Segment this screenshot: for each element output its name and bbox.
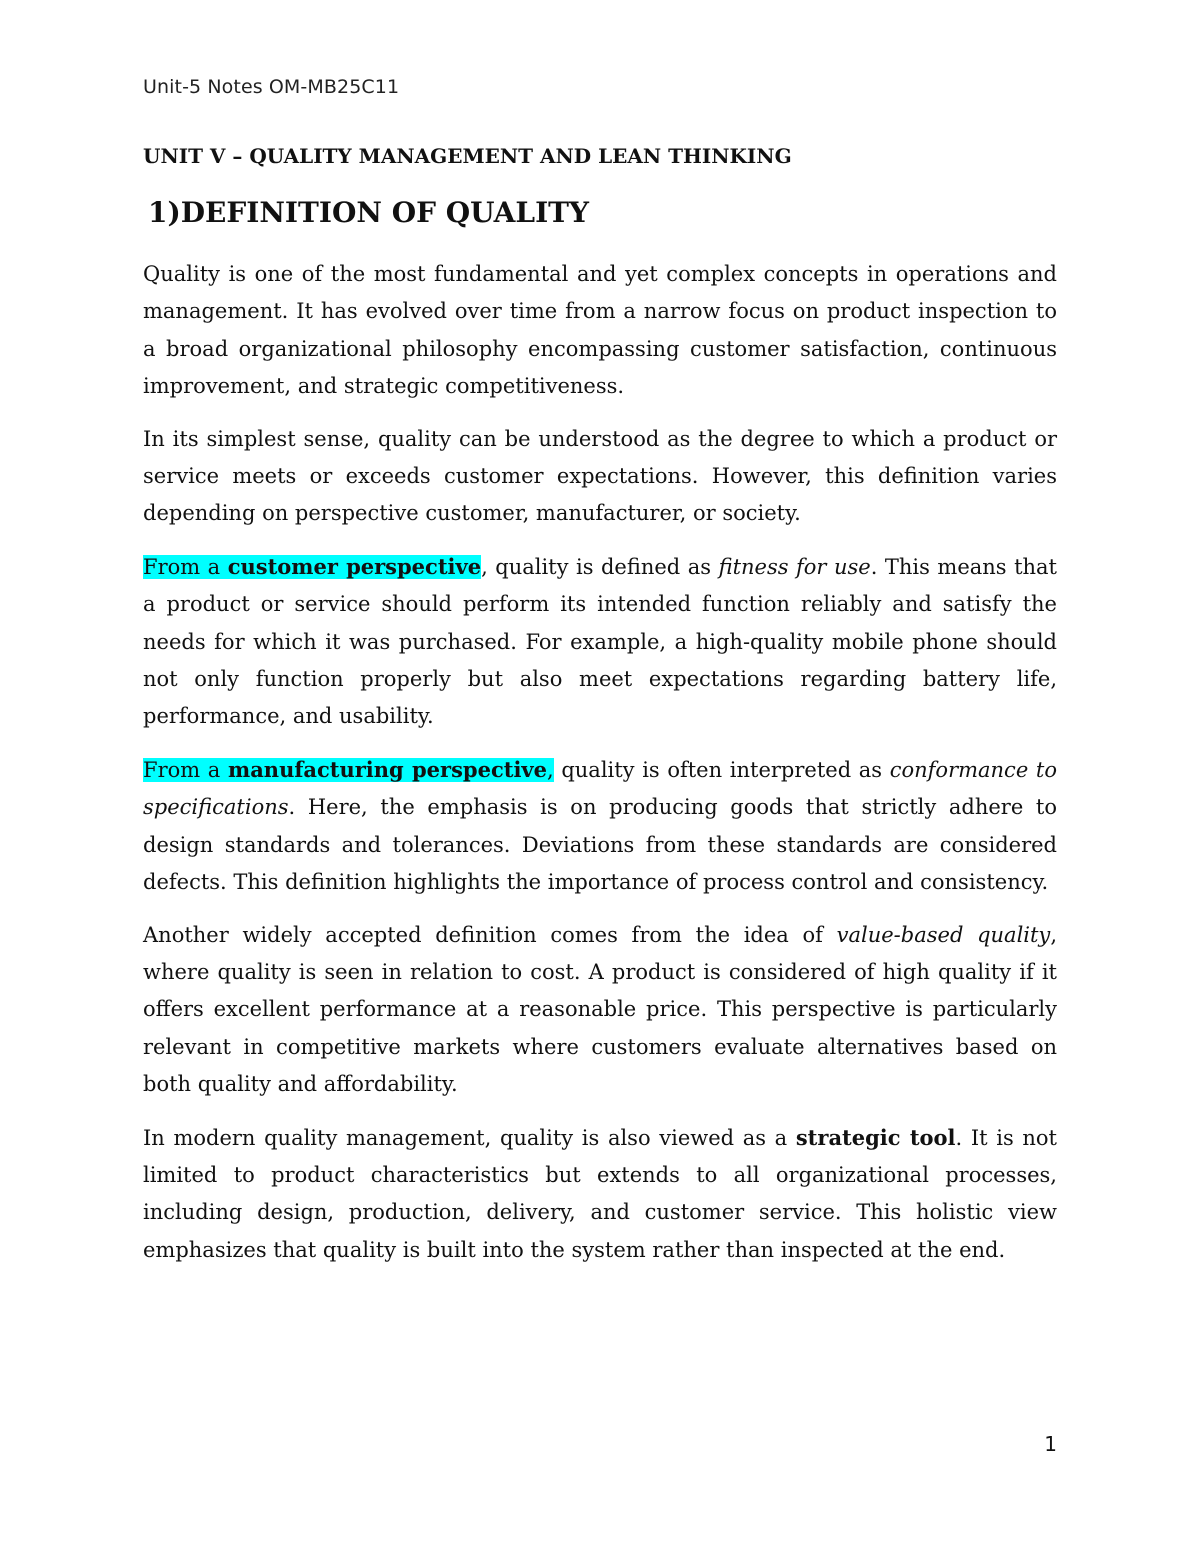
body-text	[143, 256, 1057, 1284]
paragraph-customer-perspective	[143, 548, 1057, 736]
paragraph-text: Another widely accepted definition comes from the idea of	[143, 922, 837, 947]
page-number: 1	[1044, 1432, 1057, 1456]
highlight-customer-perspective	[143, 555, 481, 579]
section-heading	[148, 196, 589, 229]
paragraph-text: . Here, the emphasis is on producing goods that strictly adhere to design standards and tolerances. Deviations from these standards are considered defects. This definition highlights the importance of process control and consistency.	[143, 795, 1057, 895]
bold-term: strategic tool	[795, 1124, 956, 1150]
paragraph-value-based	[143, 917, 1057, 1104]
highlight-suffix: ,	[547, 757, 554, 782]
highlight-bold-term: customer perspective	[227, 553, 482, 579]
section-title: DEFINITION OF QUALITY	[180, 196, 589, 229]
paragraph-text: , quality is defined as	[481, 554, 719, 579]
italic-term: value-based quality	[836, 922, 1051, 947]
paragraph-text: , where quality is seen in relation to cost. A product is considered of high quality if it offers excellent performance at a reasonable price. This perspective is particularly relevant in competitive markets where customers evaluate alternatives based on both quality and affordability.	[143, 922, 1057, 1097]
section-number: 1)	[148, 196, 181, 229]
paragraph-text: quality is often interpreted as	[553, 757, 890, 782]
highlight-prefix: From a	[143, 757, 228, 782]
italic-term: conformance to specifications	[143, 757, 1057, 820]
paragraph-simplest-sense: In its simplest sense, quality can be understood as the degree to which a product or service meets or exceeds customer expectations. However, this definition varies depending on perspective customer, manufacturer, or society.	[143, 426, 1057, 526]
highlight-manufacturing-perspective	[143, 758, 554, 782]
running-header: Unit-5 Notes OM-MB25C11	[143, 76, 400, 98]
paragraph-text: . This means that a product or service should perform its intended function reliably and satisfy the needs for which it was purchased. For example, a high-quality mobile phone should not only function properly but also meet expectations regarding battery life, performance, and usability.	[143, 554, 1057, 729]
paragraph-text: . It is not limited to product characteristics but extends to all organizational processes, including design, production, delivery, and customer service. This holistic view emphasizes that quality is built into the system rather than inspected at the end.	[143, 1125, 1057, 1262]
unit-title: UNIT V – QUALITY MANAGEMENT AND LEAN THINKING	[143, 144, 792, 168]
paragraph-intro: Quality is one of the most fundamental and yet complex concepts in operations and management. It has evolved over time from a narrow focus on product inspection to a broad organizational philosophy encompassing customer satisfaction, continuous improvement, and strategic competitiveness.	[143, 262, 1057, 399]
italic-term: fitness for use	[718, 554, 871, 579]
paragraph-strategic-tool	[143, 1119, 1057, 1270]
highlight-bold-term: manufacturing perspective	[227, 756, 547, 782]
paragraph-text: In modern quality management, quality is also viewed as a	[143, 1125, 796, 1150]
paragraph-manufacturing-perspective	[143, 751, 1057, 902]
highlight-prefix: From a	[143, 554, 228, 579]
